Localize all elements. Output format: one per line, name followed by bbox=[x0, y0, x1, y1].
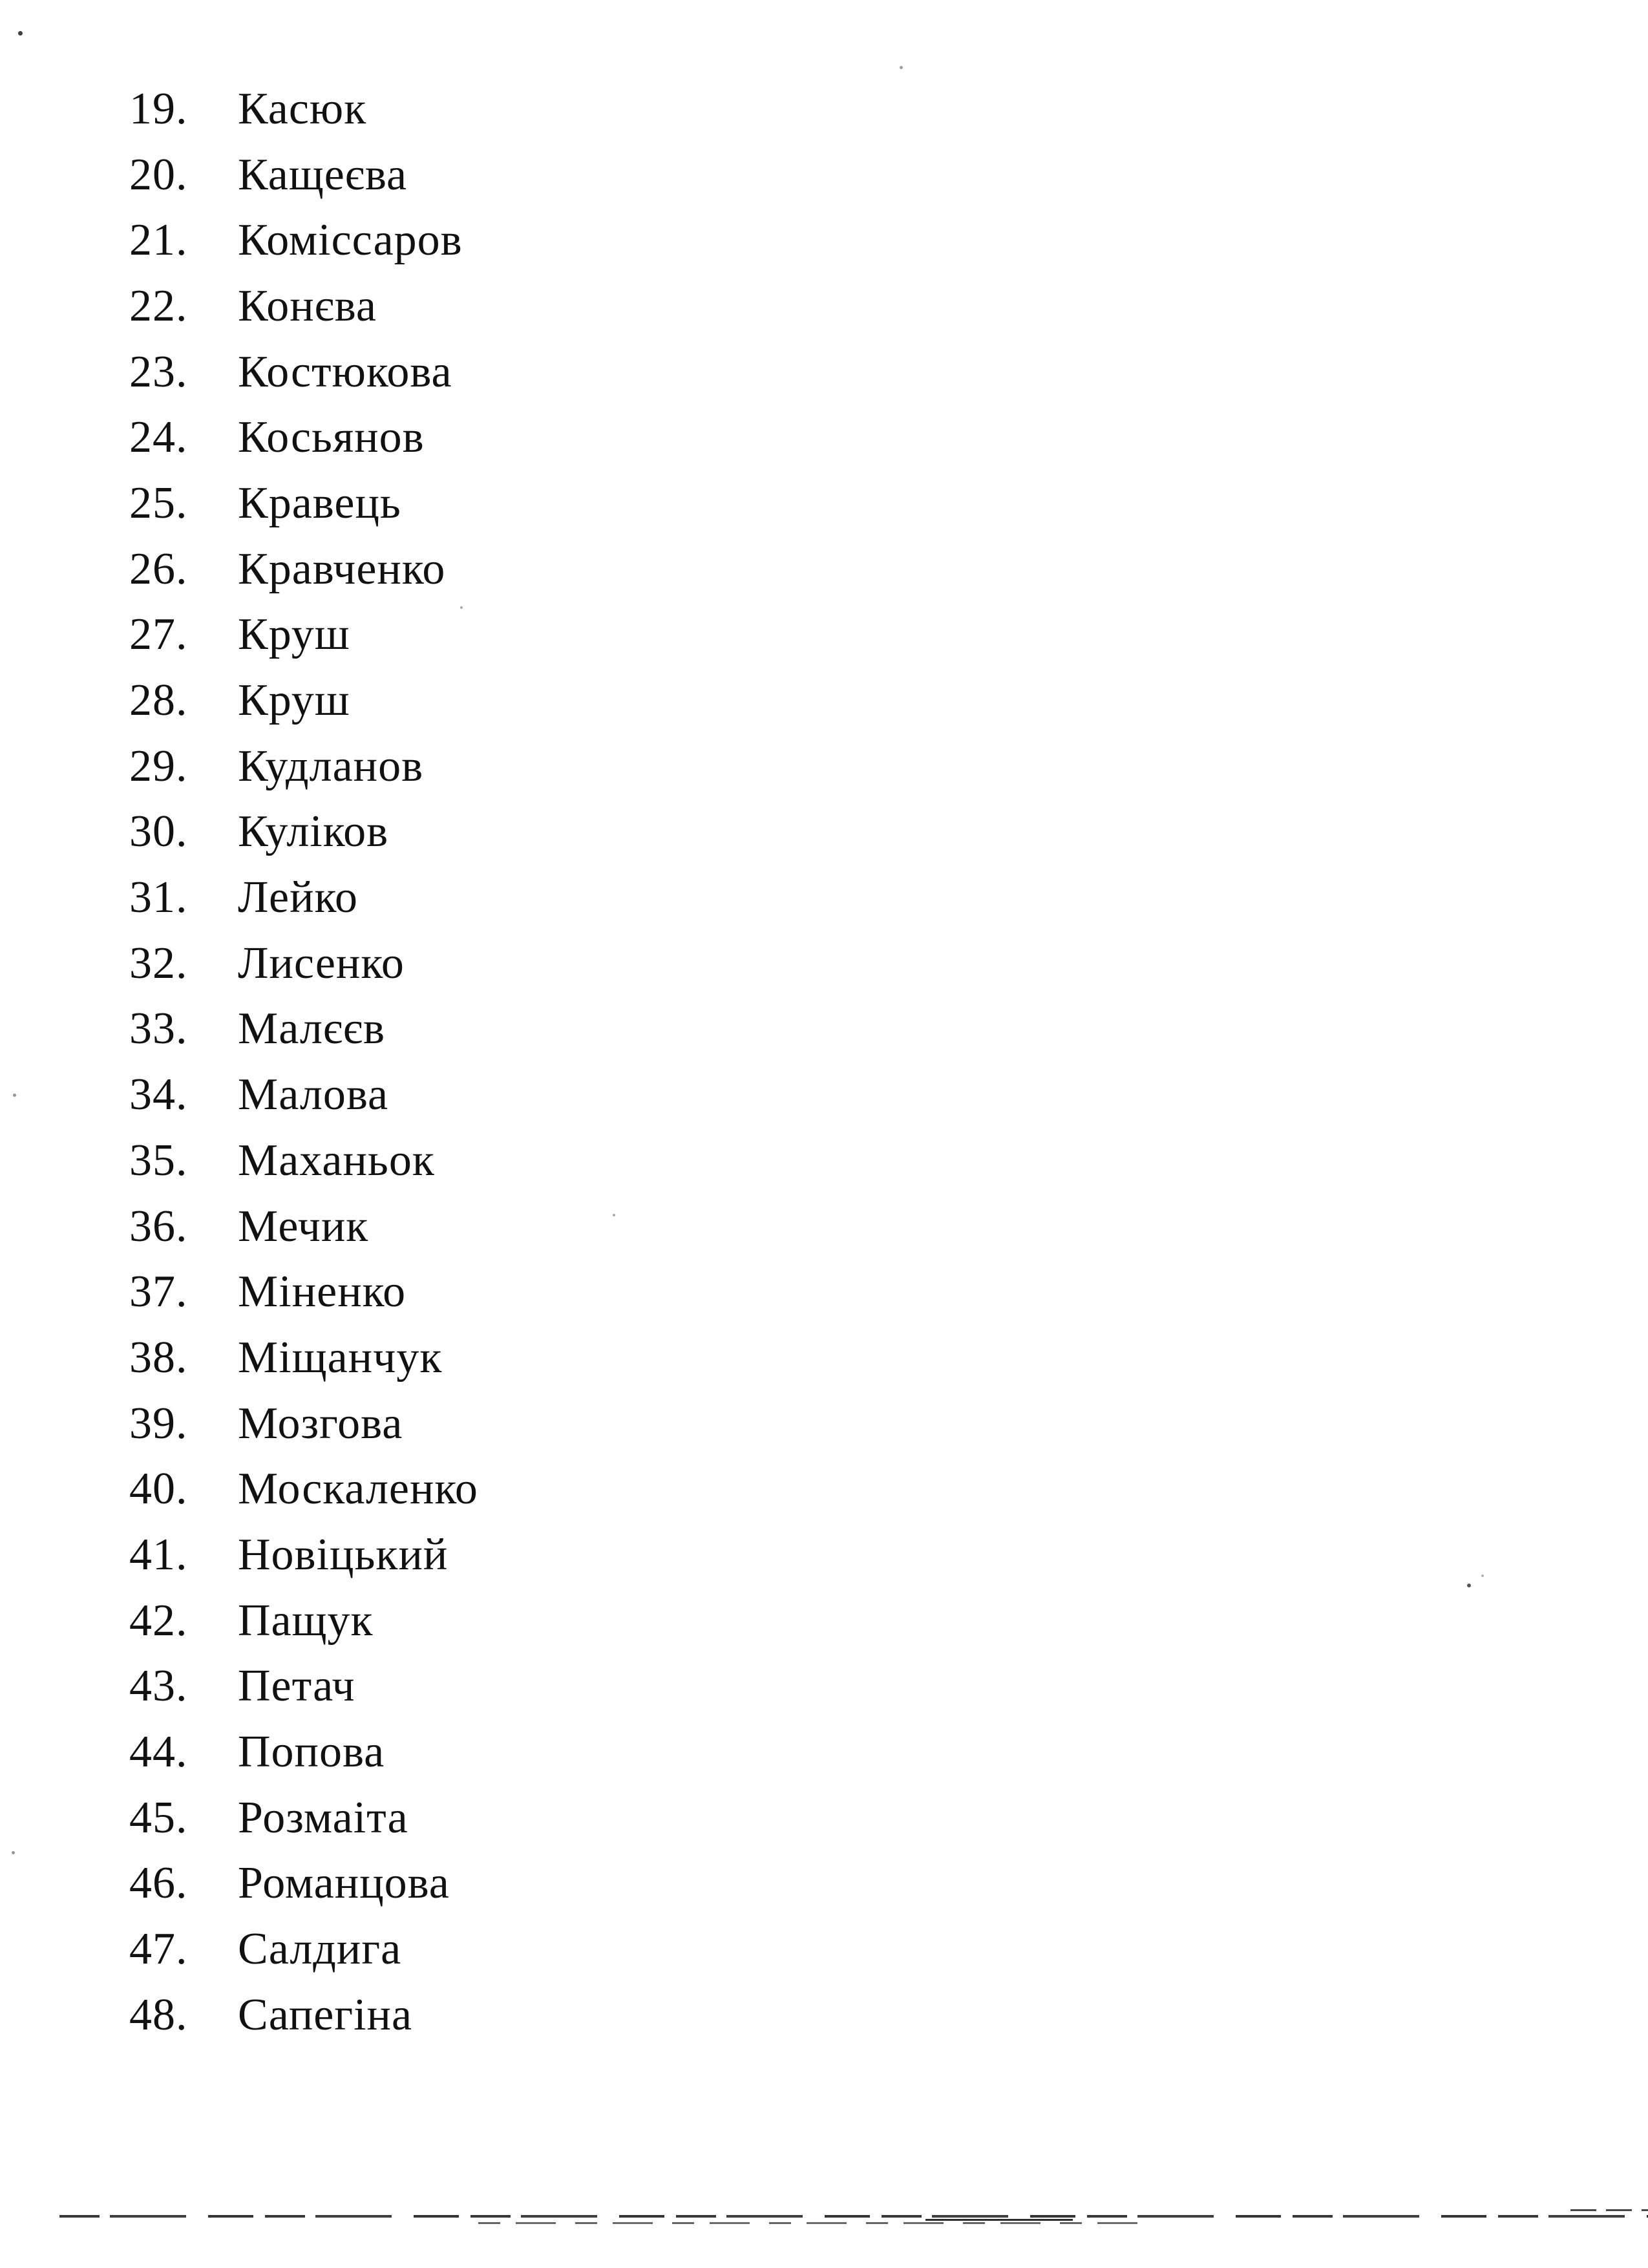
list-item-number: 39. bbox=[129, 1398, 188, 1448]
list-item-name: Міненко bbox=[238, 1267, 407, 1317]
scan-speck bbox=[12, 1851, 15, 1854]
list-item bbox=[129, 668, 478, 734]
list-item bbox=[129, 865, 478, 931]
list-item-name: Касюк bbox=[238, 83, 367, 134]
list-item bbox=[129, 1128, 478, 1194]
scan-speck bbox=[613, 1214, 615, 1216]
list-item-name: Куліков bbox=[238, 807, 389, 857]
list-item bbox=[129, 1391, 478, 1457]
list-item-number: 36. bbox=[129, 1201, 188, 1251]
list-item-number: 31. bbox=[129, 873, 188, 923]
list-item-name: Малєєв bbox=[238, 1004, 385, 1054]
list-item-name: Лисенко bbox=[238, 938, 405, 988]
list-item bbox=[129, 1654, 478, 1720]
list-item-number: 33. bbox=[129, 1004, 188, 1054]
scan-speck bbox=[1481, 1574, 1484, 1577]
list-item-number: 30. bbox=[129, 807, 188, 857]
list-item-name: Кравченко bbox=[238, 544, 446, 594]
list-item-name: Салдига bbox=[238, 1924, 402, 1975]
list-item-name: Лейко bbox=[238, 873, 358, 923]
scan-speck bbox=[1467, 1584, 1471, 1587]
list-item-number: 21. bbox=[129, 215, 188, 266]
list-item-number: 35. bbox=[129, 1135, 188, 1185]
list-item bbox=[129, 800, 478, 865]
list-item-number: 43. bbox=[129, 1661, 188, 1712]
list-item-name: Петач bbox=[238, 1661, 355, 1712]
list-item-name: Москаленко bbox=[238, 1464, 478, 1514]
list-item-number: 45. bbox=[129, 1792, 188, 1843]
list-item-name: Кудланов bbox=[238, 741, 424, 791]
list-item-name: Коміссаров bbox=[238, 215, 463, 266]
list-item bbox=[129, 207, 478, 273]
list-item-name: Романцова bbox=[238, 1858, 450, 1909]
list-item bbox=[129, 339, 478, 405]
list-item-number: 25. bbox=[129, 478, 188, 528]
list-item bbox=[129, 471, 478, 536]
list-item-number: 27. bbox=[129, 609, 188, 660]
list-item bbox=[129, 602, 478, 668]
list-item bbox=[129, 1851, 478, 1917]
scan-line-artifact bbox=[1570, 2209, 1648, 2211]
list-item-number: 20. bbox=[129, 149, 188, 200]
list-item-number: 29. bbox=[129, 741, 188, 791]
list-item bbox=[129, 405, 478, 471]
list-item bbox=[129, 1588, 478, 1654]
list-item bbox=[129, 1522, 478, 1588]
list-item bbox=[129, 1785, 478, 1851]
list-item-name: Костюкова bbox=[238, 346, 452, 397]
list-item-name: Круш bbox=[238, 675, 350, 726]
list-item bbox=[129, 1916, 478, 1982]
list-item-name: Конєва bbox=[238, 281, 377, 331]
list-item bbox=[129, 1062, 478, 1128]
scan-speck bbox=[13, 1094, 16, 1097]
scan-line-artifact bbox=[925, 2219, 1073, 2221]
scan-line-artifact bbox=[478, 2222, 1137, 2224]
list-item-number: 24. bbox=[129, 412, 188, 463]
list-item-number: 26. bbox=[129, 544, 188, 594]
list-item-name: Новіцький bbox=[238, 1529, 449, 1580]
list-item-number: 38. bbox=[129, 1332, 188, 1383]
list-item-number: 48. bbox=[129, 1989, 188, 2040]
name-list bbox=[129, 76, 478, 2048]
list-item bbox=[129, 273, 478, 339]
list-item-name: Пащук bbox=[238, 1595, 374, 1646]
list-item-number: 44. bbox=[129, 1727, 188, 1777]
list-item-name: Кравець bbox=[238, 478, 401, 528]
list-item bbox=[129, 997, 478, 1063]
list-item bbox=[129, 76, 478, 142]
list-item-name: Міщанчук bbox=[238, 1332, 443, 1383]
list-item-number: 40. bbox=[129, 1464, 188, 1514]
list-item-name: Кащеєва bbox=[238, 149, 408, 200]
list-item-number: 23. bbox=[129, 346, 188, 397]
list-item-name: Косьянов bbox=[238, 412, 425, 463]
list-item-number: 37. bbox=[129, 1267, 188, 1317]
list-item-name: Круш bbox=[238, 609, 350, 660]
list-item-number: 22. bbox=[129, 281, 188, 331]
scan-speck bbox=[900, 66, 903, 69]
list-item bbox=[129, 734, 478, 800]
list-item bbox=[129, 142, 478, 208]
list-item bbox=[129, 536, 478, 602]
list-item-name: Малова bbox=[238, 1070, 389, 1120]
list-item-name: Мечик bbox=[238, 1201, 369, 1251]
list-item-name: Сапегіна bbox=[238, 1989, 413, 2040]
list-item bbox=[129, 931, 478, 997]
list-item bbox=[129, 1982, 478, 2048]
list-item-number: 19. bbox=[129, 83, 188, 134]
list-item bbox=[129, 1259, 478, 1325]
list-item-number: 32. bbox=[129, 938, 188, 988]
list-item bbox=[129, 1194, 478, 1260]
scan-speck bbox=[18, 31, 23, 36]
list-item-number: 42. bbox=[129, 1595, 188, 1646]
list-item-name: Маханьок bbox=[238, 1135, 435, 1185]
list-item-name: Попова bbox=[238, 1727, 385, 1777]
scan-line-artifact bbox=[59, 2215, 1648, 2218]
list-item-name: Мозгова bbox=[238, 1398, 403, 1448]
list-item-name: Розмаіта bbox=[238, 1792, 408, 1843]
list-item-number: 34. bbox=[129, 1070, 188, 1120]
list-item bbox=[129, 1456, 478, 1522]
list-item-number: 28. bbox=[129, 675, 188, 726]
list-item bbox=[129, 1719, 478, 1785]
list-item-number: 41. bbox=[129, 1529, 188, 1580]
list-item-number: 46. bbox=[129, 1858, 188, 1909]
list-item-number: 47. bbox=[129, 1924, 188, 1975]
list-item bbox=[129, 1325, 478, 1391]
